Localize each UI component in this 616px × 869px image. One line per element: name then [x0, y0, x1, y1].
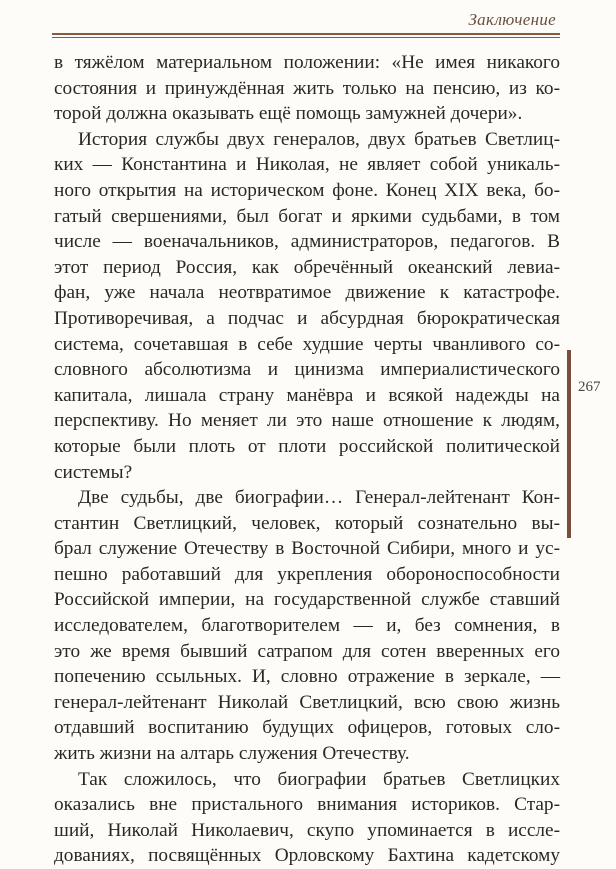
text-line: ного открытия на историческом фоне. Конец XIX века, бо-: [54, 179, 560, 201]
text-line: фан, уже начала неотвратимое движение к катастрофе.: [54, 282, 560, 304]
text-line: система, сочетавшая в себе худшие черты чванливого со-: [54, 333, 560, 355]
text-line: дованиях, посвящённых Орловскому Бахтина кадетскому: [54, 845, 560, 867]
text-line: ший, Николай Николаевич, скупо упоминается в иссле-: [54, 819, 560, 841]
text-line: пешно работавший для укрепления обороноспособности: [54, 563, 560, 585]
text-line: торой должна оказывать ещё помощь замужней дочери».: [54, 103, 523, 125]
text-line: которые были плоть от плоти российской политической: [54, 435, 560, 457]
text-line: генерал-лейтенант Николай Светлицкий, всю свою жизнь: [54, 691, 560, 713]
text-line: Так сложилось, что биографии братьев Светлицких: [78, 768, 560, 790]
text-line: числе — военачальников, администраторов, педагогов. В: [54, 231, 560, 253]
margin-bar: [567, 350, 571, 538]
text-line: это же время бывший сатрапом для сотен вверенных его: [54, 640, 560, 662]
text-line: Российской империи, на государственной службе ставший: [54, 589, 560, 611]
text-line: История службы двух генералов, двух братьев Светлиц-: [78, 128, 560, 150]
text-line: перспективу. Но меняет ли это наше отношение к людям,: [54, 410, 560, 432]
text-line: гатый свершениями, был богат и яркими судьбами, в том: [54, 205, 560, 227]
text-line: исследователем, благотворителем — и, без сомнения, в: [54, 615, 560, 637]
text-line: Две судьбы, две биографии… Генерал-лейтенант Кон-: [78, 487, 560, 509]
chapter-title: Заключение: [468, 10, 556, 29]
text-line: этот период Россия, как обречённый океанский левиа-: [54, 256, 560, 278]
text-line: попечению ссыльных. И, словно отражение в зеркале, —: [54, 666, 560, 688]
text-line: словного абсолютизма и цинизма империалистического: [54, 359, 560, 381]
header-rule-thick: [52, 33, 560, 35]
page-number: 267: [578, 379, 601, 395]
text-line: стантин Светлицкий, человек, который сознательно вы-: [54, 512, 560, 534]
body-text: [54, 50, 560, 869]
text-line: жить жизни на алтарь служения Отечеству.: [54, 743, 410, 765]
text-line: системы?: [54, 461, 133, 483]
text-line: Противоречивая, а подчас и абсурдная бюрократическая: [54, 307, 560, 329]
text-line: брал служение Отечеству в Восточной Сибири, много и ус-: [54, 538, 560, 560]
text-line: состояния и принуждённая жить только на пенсию, из ко-: [54, 77, 560, 99]
text-line: в тяжёлом материальном положении: «Не имея никакого: [54, 52, 560, 73]
text-line: отдавший воспитанию будущих офицеров, готовых сло-: [54, 717, 560, 739]
text-line: капитала, лишала страну манёвра и всякой надежды на: [54, 384, 560, 406]
running-header: [52, 0, 560, 40]
text-line: оказались вне пристального внимания историков. Стар-: [54, 794, 560, 816]
text-line: ких — Константина и Николая, не являет собой уникаль-: [54, 154, 560, 176]
header-rule-thin: [52, 37, 560, 38]
